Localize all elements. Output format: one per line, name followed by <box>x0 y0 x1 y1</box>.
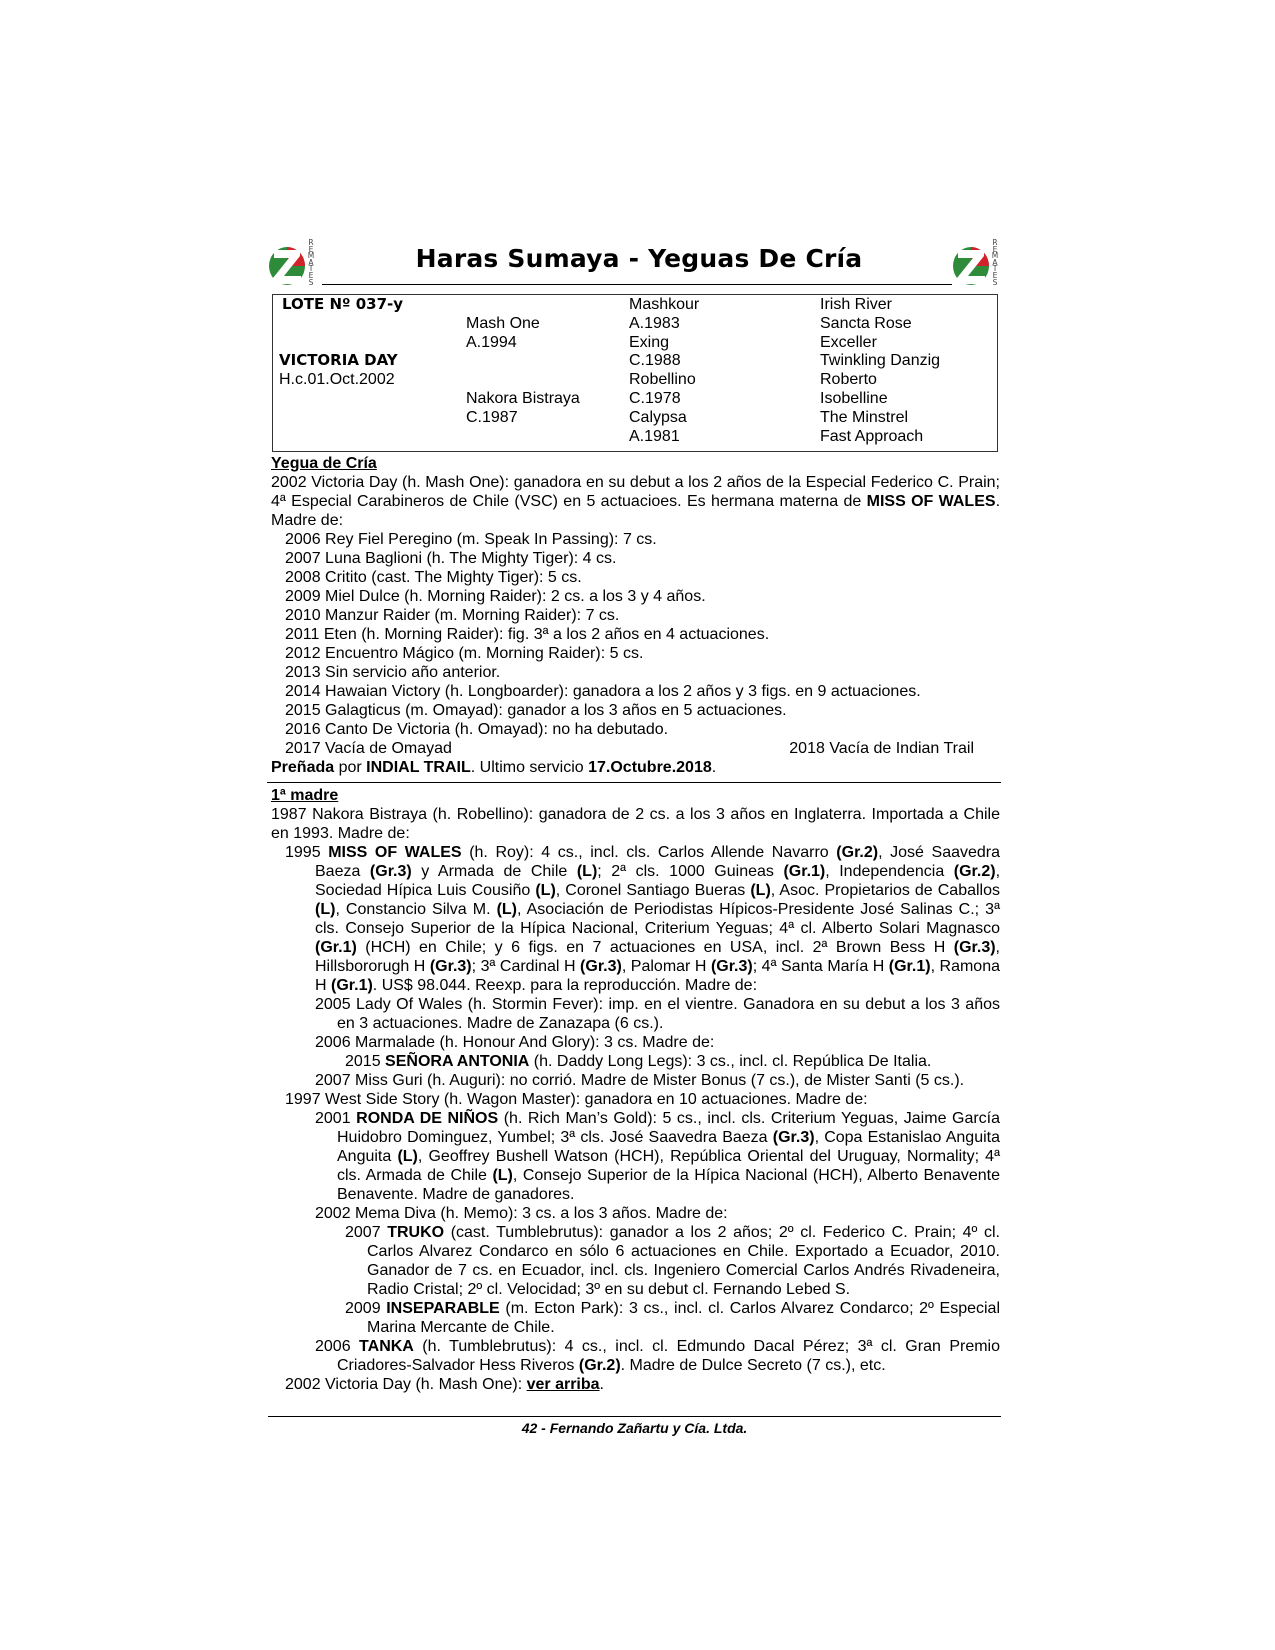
produce-item: 2014 Hawaian Victory (h. Longboarder): ganadora a los 2 años y 3 figs. en 9 actuaciones. <box>285 683 921 700</box>
great-grandparent: Isobelline <box>820 390 888 407</box>
logo-emblem <box>952 242 992 288</box>
section-heading-yegua: Yegua de Cría <box>271 455 377 472</box>
section-divider <box>267 782 1001 783</box>
horse-info: H.c.01.Oct.2002 <box>279 371 395 388</box>
grandparent-info: A.1983 <box>629 315 680 332</box>
great-grandparent: Exceller <box>820 334 877 351</box>
produce-item: 2006 Marmalade (h. Honour And Glory): 3 cs. Madre de: <box>315 1034 715 1051</box>
logo-left <box>268 238 320 288</box>
produce-item: 2011 Eten (h. Morning Raider): fig. 3ª a los 2 años en 4 actuaciones. <box>285 626 770 643</box>
lot-number: LOTE Nº 037-y <box>282 295 404 313</box>
logo-letters: R E M A T E S <box>307 238 315 287</box>
page-footer: 42 - Fernando Zañartu y Cía. Ltda. <box>521 1420 748 1436</box>
footer-rule <box>268 1416 1001 1417</box>
page-title: Haras Sumaya - Yeguas De Cría <box>415 244 863 273</box>
sire-info: A.1994 <box>466 334 517 351</box>
produce-item: 2008 Critito (cast. The Mighty Tiger): 5 cs. <box>285 569 582 586</box>
produce-item: 2015 SEÑORA ANTONIA (h. Daddy Long Legs): 3 cs., incl. cl. República De Italia. <box>345 1053 932 1070</box>
pregnancy-status: Preñada por INDIAL TRAIL. Ultimo servicio 17.Octubre.2018. <box>271 759 717 776</box>
great-grandparent: Sancta Rose <box>820 315 912 332</box>
great-grandparent: Roberto <box>820 371 877 388</box>
grandparent-info: C.1988 <box>629 352 681 369</box>
produce-item: 2006 Rey Fiel Peregino (m. Speak In Passing): 7 cs. <box>285 531 657 548</box>
produce-item-last: 2017 Vacía de Omayad 2018 Vacía de Indian Trail <box>285 740 974 757</box>
great-grandparent: Twinkling Danzig <box>820 352 941 369</box>
produce-item: 2012 Encuentro Mágico (m. Morning Raider): 5 cs. <box>285 645 644 662</box>
produce-item: 2010 Manzur Raider (m. Morning Raider): 7 cs. <box>285 607 620 624</box>
ver-arriba-link[interactable]: ver arriba <box>526 1376 600 1393</box>
produce-item: 2007 Miss Guri (h. Auguri): no corrió. Madre de Mister Bonus (7 cs.), de Mister Santi (5 cs.). <box>315 1072 965 1089</box>
dam-name: Nakora Bistraya <box>466 390 580 407</box>
produce-item: 2013 Sin servicio año anterior. <box>285 664 501 681</box>
produce-item: 2002 Mema Diva (h. Memo): 3 cs. a los 3 años. Madre de: <box>315 1205 728 1222</box>
sire-name: Mash One <box>466 315 540 332</box>
grandparent-name: Robellino <box>629 371 696 388</box>
main-content <box>271 454 1000 1394</box>
horse-name: VICTORIA DAY <box>279 351 398 369</box>
grandparent-name: Exing <box>629 334 670 351</box>
produce-item: 2005 Lady Of Wales (h. Stormin Fever): imp. en el vientre. Ganadora en su debut a los 3 años en 3 actuaciones. Madre de Zanazapa (6 cs.). <box>315 996 1000 1032</box>
great-grandparent: Fast Approach <box>820 428 924 445</box>
produce-item: 1997 West Side Story (h. Wagon Master): ganadora en 10 actuaciones. Madre de: <box>285 1091 868 1108</box>
pedigree-table <box>272 294 998 452</box>
grandparent-info: C.1978 <box>629 390 681 407</box>
produce-item: 1995 MISS OF WALES (h. Roy): 4 cs., incl. cls. Carlos Allende Navarro (Gr.2), José Saavedra Baeza (Gr.3) y Armada de Chile (L); 2ª cls. 1000 Guineas (Gr.1), Independencia (Gr.2), Sociedad Hípica Luis Cousiño (L), Coronel Santiago Bueras (L), Asoc. Propietarios de Caballos (L), Constancio Silva M. (L), Asociación de Periodistas Hípicos-Presidente José Salinas C.; 3ª cls. Consejo Superior de la Hípica Nacional, Criterium Yeguas; 4ª cl. Alberto Solari Magnasco (Gr.1) (HCH) en Chile; y 6 figs. en 7 actuaciones en USA, incl. 2ª Brown Bess H (Gr.3), Hillsbororugh H (Gr.3); 3ª Cardinal H (Gr.3), Palomar H (Gr.3); 4ª Santa María H (Gr.1), Ramona H (Gr.1). US$ 98.044. Reexp. para la reproducción. Madre de: <box>285 844 1001 994</box>
dam-info: C.1987 <box>466 409 518 426</box>
great-grandparent: Irish River <box>820 296 893 313</box>
title-rule <box>322 284 952 285</box>
logo-right <box>952 238 1004 288</box>
produce-item: 2015 Galagticus (m. Omayad): ganador a los 3 años en 5 actuaciones. <box>285 702 787 719</box>
logo-emblem <box>268 242 308 288</box>
grandparent-name: Calypsa <box>629 409 687 426</box>
produce-item: 2006 TANKA (h. Tumblebrutus): 4 cs., incl. cl. Edmundo Dacal Pérez; 3ª cl. Gran Premio Criadores-Salvador Hess Riveros (Gr.2). Madre de Dulce Secreto (7 cs.), etc. <box>315 1338 1000 1374</box>
produce-item: 2007 TRUKO (cast. Tumblebrutus): ganador a los 2 años; 2º cl. Federico C. Prain; 4º cl. Carlos Alvarez Condarco en sólo 6 actuaciones en Chile. Exportado a Ecuador, 2010. Ganador de 7 cs. en Ecuador, incl. cls. Ingeniero Comercial Carlos Andrés Rivadeneira, Radio Cristal; 2º cl. Velocidad; 3º en su debut cl. Fernando Lebed S. <box>345 1224 1000 1298</box>
grandparent-info: A.1981 <box>629 428 680 445</box>
produce-item: 2016 Canto De Victoria (h. Omayad): no ha debutado. <box>285 721 669 738</box>
produce-item: 2009 Miel Dulce (h. Morning Raider): 2 cs. a los 3 y 4 años. <box>285 588 706 605</box>
produce-item: 2002 Victoria Day (h. Mash One): ver arriba. <box>285 1376 604 1393</box>
section-heading-madre: 1ª madre <box>271 787 339 804</box>
grandparent-name: Mashkour <box>629 296 700 313</box>
produce-item: 2001 RONDA DE NIÑOS (h. Rich Man’s Gold): 5 cs., incl. cls. Criterium Yeguas, Jaime García Huidobro Dominguez, Yumbel; 3ª cls. José Saavedra Baeza (Gr.3), Copa Estanislao Anguita Anguita (L), Geoffrey Bushell Watson (HCH), República Oriental del Uruguay, Normality; 4ª cls. Armada de Chile (L), Consejo Superior de la Hípica Nacional (HCH), Alberto Benavente Benavente. Madre de ganadores. <box>315 1110 1001 1203</box>
logo-letters: R E M A T E S <box>991 238 999 287</box>
yegua-intro: 2002 Victoria Day (h. Mash One): ganadora en su debut a los 2 años de la Especial Federico C. Prain; 4ª Especial Carabineros de Chile (VSC) en 5 actuacioes. Es hermana materna de MISS OF WALES. Madre de: <box>271 474 1001 529</box>
produce-item: 2009 INSEPARABLE (m. Ecton Park): 3 cs., incl. cl. Carlos Alvarez Condarco; 2º Especial Marina Mercante de Chile. <box>345 1300 1000 1336</box>
produce-item: 2007 Luna Baglioni (h. The Mighty Tiger): 4 cs. <box>285 550 617 567</box>
great-grandparent: The Minstrel <box>820 409 909 426</box>
madre-intro: 1987 Nakora Bistraya (h. Robellino): ganadora de 2 cs. a los 3 años en Inglaterra. Importada a Chile en 1993. Madre de: <box>271 806 1000 842</box>
